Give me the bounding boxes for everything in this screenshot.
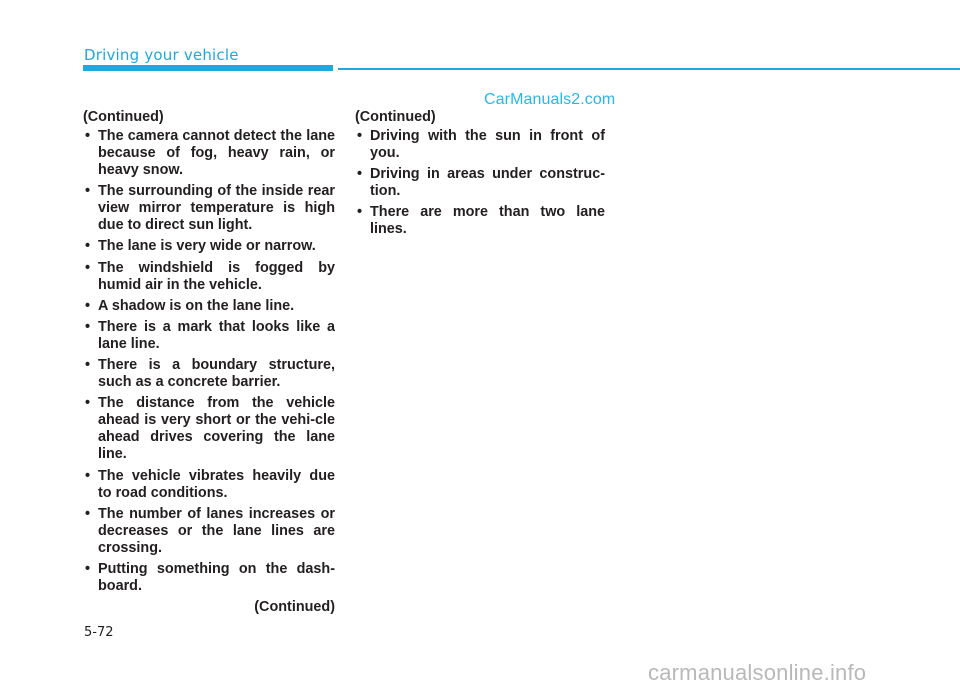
header-rule-thin xyxy=(338,68,960,70)
list-item: • The lane is very wide or narrow. xyxy=(83,238,335,255)
list-item: • Driving with the sun in front of you. xyxy=(355,128,605,162)
list-item: • The camera cannot detect the lane because of fog, heavy rain, or heavy snow. xyxy=(83,128,335,179)
page-number: 5-72 xyxy=(84,625,114,640)
header-rule-thick xyxy=(83,65,333,71)
continued-heading: (Continued) xyxy=(355,109,436,125)
right-column xyxy=(355,109,605,243)
list-item: • There is a boundary structure, such as a concrete barrier. xyxy=(83,357,335,391)
list-item: • Driving in areas under construc-tion. xyxy=(355,166,605,200)
list-item: • A shadow is on the lane line. xyxy=(83,298,335,315)
list-item: • There is a mark that looks like a lane line. xyxy=(83,319,335,353)
list-item: • The windshield is fogged by humid air in the vehicle. xyxy=(83,260,335,294)
continued-footer: (Continued) xyxy=(254,599,335,616)
list-item: • Putting something on the dash-board. xyxy=(83,561,335,595)
list-item: • The number of lanes increases or decreases or the lane lines are crossing. xyxy=(83,506,335,557)
condition-list xyxy=(355,128,605,238)
list-item: • The vehicle vibrates heavily due to road conditions. xyxy=(83,468,335,502)
section-title: Driving your vehicle xyxy=(84,46,239,64)
list-item: • The surrounding of the inside rear view mirror temperature is high due to direct sun light. xyxy=(83,183,335,234)
watermark-bottom: carmanualsonline.info xyxy=(648,660,867,685)
condition-list xyxy=(83,128,335,595)
watermark-top: CarManuals2.com xyxy=(484,91,616,108)
list-item: • The distance from the vehicle ahead is very short or the vehi-cle ahead drives covering the lane line. xyxy=(83,395,335,463)
left-column xyxy=(83,109,335,630)
continued-heading: (Continued) xyxy=(83,109,164,125)
list-item: • There are more than two lane lines. xyxy=(355,204,605,238)
